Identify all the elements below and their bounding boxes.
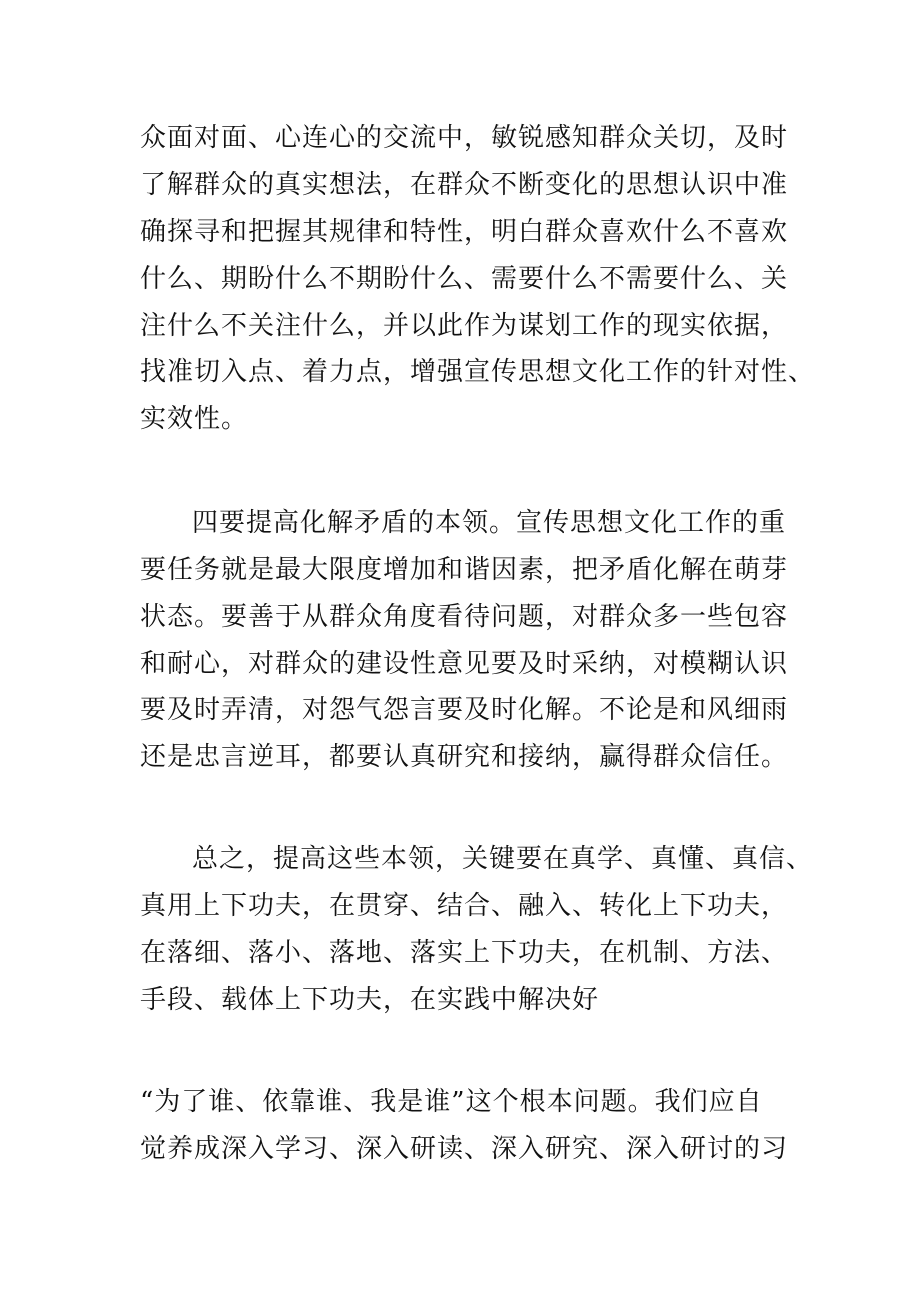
text-line: 注什么不关注什么，并以此作为谋划工作的现实依据， bbox=[140, 311, 789, 341]
text-line: 要任务就是最大限度增加和谐因素，把矛盾化解在萌芽 bbox=[140, 555, 789, 585]
text-line: 要及时弄清，对怨气怨言要及时化解。不论是和风细雨 bbox=[140, 695, 789, 725]
text-line: 手段、载体上下功夫，在实践中解决好 bbox=[140, 985, 600, 1015]
text-line: 确探寻和把握其规律和特性，明白群众喜欢什么不喜欢 bbox=[140, 217, 789, 247]
text-line: “为了谁、依靠谁、我是谁”这个根本问题。我们应自 bbox=[140, 1087, 763, 1117]
text-line: 众面对面、心连心的交流中，敏锐感知群众关切，及时 bbox=[140, 123, 789, 153]
text-line: 状态。要善于从群众角度看待问题，对群众多一些包容 bbox=[140, 602, 789, 632]
text-line: 总之，提高这些本领，关键要在真学、真懂、真信、 bbox=[192, 844, 814, 874]
text-line: 真用上下功夫，在贯穿、结合、融入、转化上下功夫， bbox=[140, 891, 789, 921]
text-line: 什么、期盼什么不期盼什么、需要什么不需要什么、关 bbox=[140, 264, 789, 294]
text-line: 和耐心，对群众的建设性意见要及时采纳，对模糊认识 bbox=[140, 649, 789, 679]
text-line: 觉养成深入学习、深入研读、深入研究、深入研讨的习 bbox=[140, 1134, 789, 1164]
text-line: 了解群众的真实想法，在群众不断变化的思想认识中准 bbox=[140, 170, 789, 200]
text-line: 还是忠言逆耳，都要认真研究和接纳，赢得群众信任。 bbox=[140, 742, 789, 772]
text-line: 四要提高化解矛盾的本领。宣传思想文化工作的重 bbox=[192, 508, 787, 538]
text-line: 在落细、落小、落地、落实上下功夫，在机制、方法、 bbox=[140, 938, 789, 968]
text-line: 实效性。 bbox=[140, 404, 249, 434]
text-line: 找准切入点、着力点，增强宣传思想文化工作的针对性、 bbox=[140, 357, 816, 387]
